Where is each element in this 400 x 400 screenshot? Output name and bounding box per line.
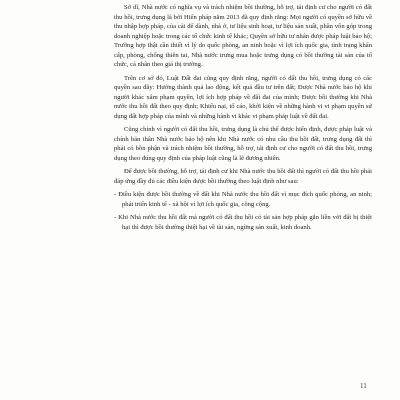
paragraph: Cũng chính vì người có đất thu hồi, trưng dụng là chủ thể được hiến định, được pháp luật và chính bản thân Nhà nước bảo hộ nên khi Nhà nước có nhu cầu thu hồi đất, trưng dụng đất thì phải có bồn phận và trách nhiệm bồi thường, hỗ trợ, tái định cư cho người có đất thu hồi, trưng dụng theo đúng quy định của pháp luật cũng là lẽ đương nhiên.	[114, 126, 372, 162]
bullet-item: - Điều kiện được bồi thường về đất khi Nhà nước thu hồi đất vì mục đích quốc phòng, an ninh; phát triển kinh tế - xã hội vì lợi ích quốc gia, công cộng.	[114, 191, 372, 208]
paragraph: Trên cơ sở đó, Luật Đất đai cũng quy định rằng, người có đất thu hồi, trưng dụng có các quyền sau đây: Hưởng thành quả lao động, kết quả đầu tư trên đất; Được Nhà nước bảo hộ khi người khác xâm phạm quyền, lợi ích hợp pháp về đất đai của mình; Được bồi thường khi Nhà nước thu hồi đất theo quy định; Khiếu nại, tố cáo, khởi kiện về những hành vi vi phạm quyền sử dụng đất hợp pháp của mình và những hành vi khác vi phạm pháp luật về đất đai.	[114, 74, 372, 120]
page-number: 11	[360, 382, 367, 390]
paragraph: Sở dĩ, Nhà nước có nghĩa vụ và trách nhiệm bồi thường, hỗ trợ, tái định cư cho người có đất thu hồi, trưng dụng là bởi Hiến pháp năm 2013 đã quy định rằng: Mọi người có quyền sở hữu về thu nhập hợp pháp, của cải để dành, nhà ở, tư liệu sinh hoạt, tư liệu sản xuất, phần vốn góp trong doanh nghiệp hoặc trong các tổ chức kinh tế khác; Quyền sở hữu tư nhân được pháp luật bảo hộ; Trường hợp thật cần thiết vì lý do quốc phòng, an ninh hoặc vì lợi ích quốc gia, tình trạng khẩn cấp, phòng, chống thiên tai, Nhà nước trưng mua hoặc trưng dụng có bồi thường tài sản của tổ chức, cá nhân theo giá thị trường.	[114, 4, 372, 68]
bullet-item: - Khi Nhà nước thu hồi đất mà người có đất thu hồi có tài sản hợp pháp gắn liền với đất bị thiệt hại thì được bồi thường thiệt hại về tài sản, ngừng sản xuất, kinh doanh.	[114, 214, 372, 231]
page-text-block	[114, 3, 372, 236]
paragraph: Để được bồi thường, hỗ trợ, tái định cư khi Nhà nước thu hồi đất thì người có đất thu hồi phải đáp ứng đầy đủ các điều kiện được bồi thường theo luật định như sau:	[114, 168, 372, 185]
